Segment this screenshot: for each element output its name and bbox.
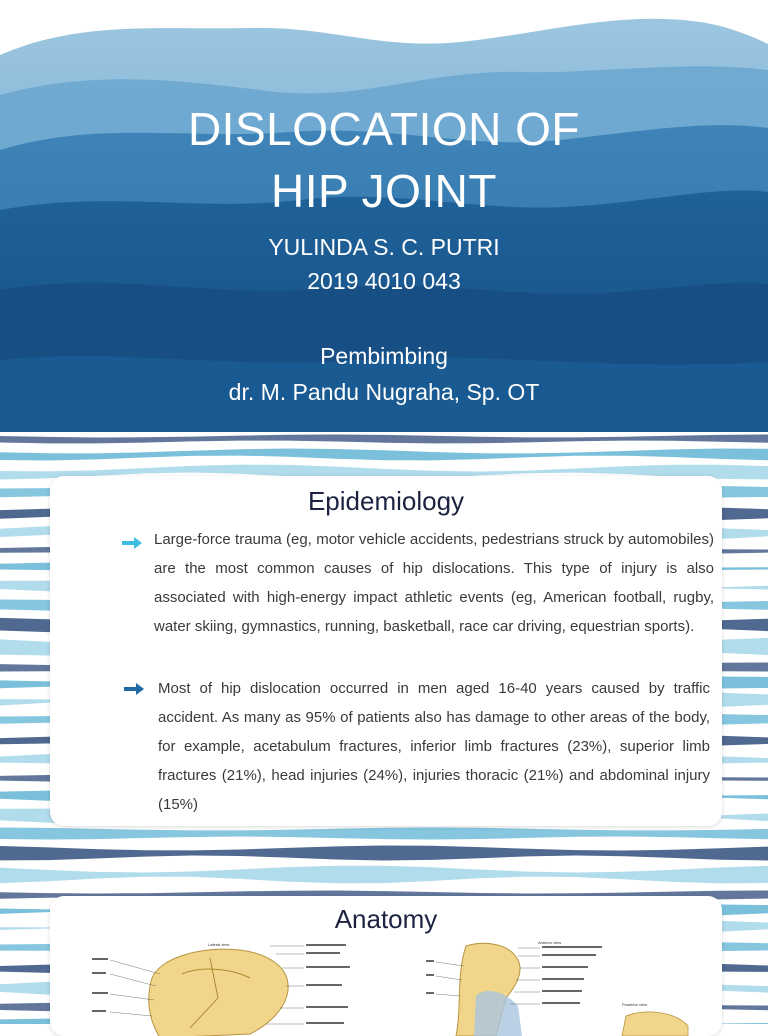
title-slide xyxy=(0,0,768,432)
stripe xyxy=(0,846,768,861)
arrow-bullet-icon xyxy=(122,536,142,550)
hip-joint-anterior-illustration xyxy=(426,936,716,1036)
supervisor-block xyxy=(0,338,768,410)
stripe xyxy=(0,828,768,840)
stripe xyxy=(0,866,768,884)
lateral-view-label: Lateral view xyxy=(208,942,230,947)
stripe xyxy=(0,449,768,461)
anatomy-card xyxy=(50,896,722,1036)
arrow-bullet-icon xyxy=(124,682,144,696)
title-line-1: DISLOCATION OF xyxy=(187,103,581,155)
hip-bone-lateral-illustration xyxy=(90,938,390,1036)
epidemiology-bullet-1: Large-force trauma (eg, motor vehicle accidents, pedestrians struck by automobiles) are the most common causes of hip dislocations. This type of injury is also associated with high-energy impact athletic events (eg, American football, rugby, water skiing, gymnastics, running, basketball, race car driving, equestrian sports). xyxy=(154,531,714,635)
anatomy-heading: Anatomy xyxy=(334,904,438,934)
supervisor-name: dr. M. Pandu Nugraha, Sp. OT xyxy=(228,379,540,405)
author-block xyxy=(0,230,768,298)
epidemiology-heading: Epidemiology xyxy=(307,486,465,516)
epidemiology-card xyxy=(50,476,722,826)
presentation-title xyxy=(0,98,768,222)
supervisor-label: Pembimbing xyxy=(320,343,448,369)
stripe xyxy=(0,435,768,444)
title-line-2: HIP JOINT xyxy=(270,165,497,217)
anterior-view-label: Anterior view xyxy=(538,940,562,945)
author-name: YULINDA S. C. PUTRI xyxy=(268,234,500,260)
posterior-view-label: Posterior view xyxy=(622,1002,648,1007)
author-id: 2019 4010 043 xyxy=(307,268,461,294)
epidemiology-bullet-2: Most of hip dislocation occurred in men aged 16-40 years caused by traffic accident. As many as 95% of patients also has damage to other areas of the body, for example, acetabulum fractures, inferior limb fractures (23%), superior limb fractures (21%), head injuries (24%), injuries thoracic (21%) and abdominal injury (15%) xyxy=(158,680,710,813)
